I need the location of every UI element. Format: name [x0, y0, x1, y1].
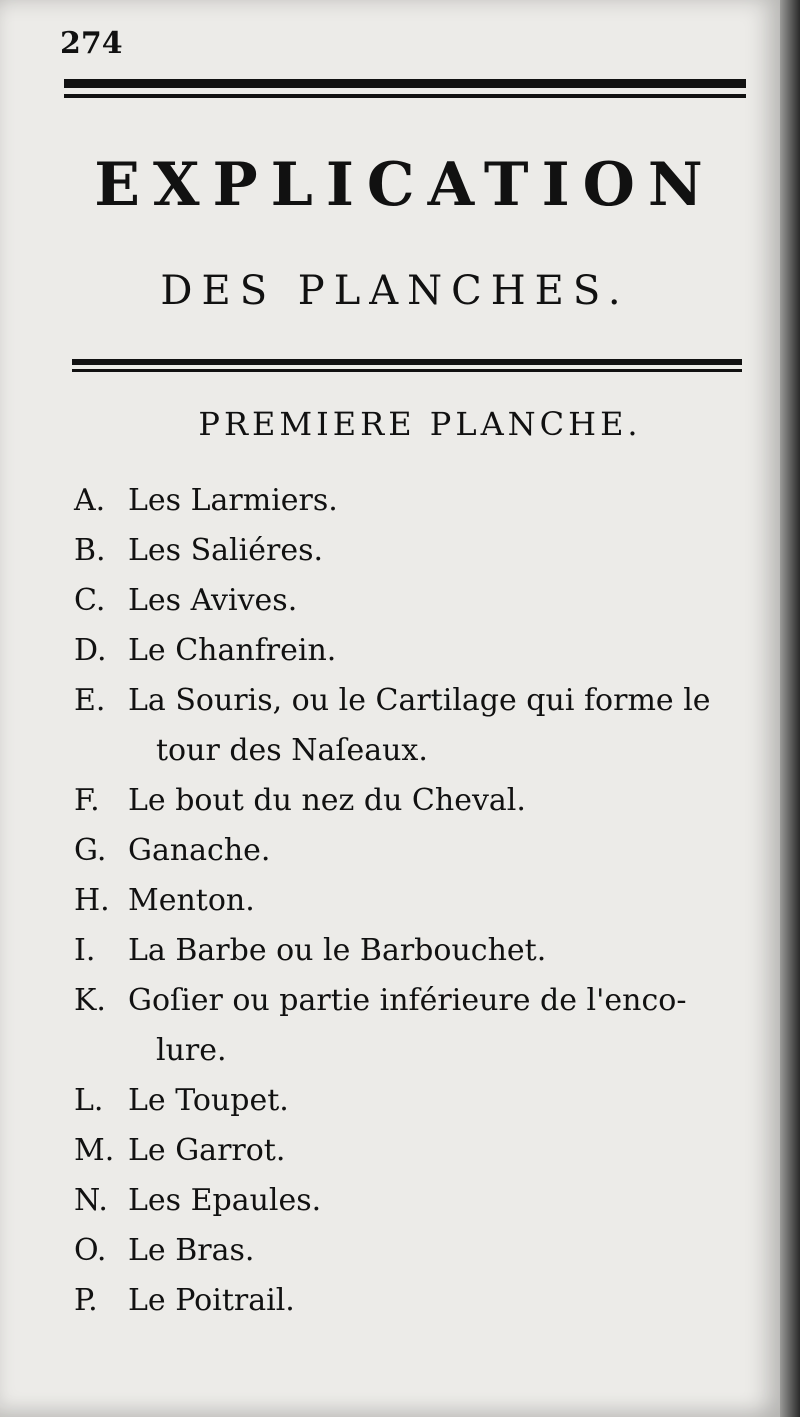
- entry-text: La Barbe ou le Barbouchet.: [128, 933, 547, 968]
- entry-text: Le Toupet.: [128, 1083, 289, 1118]
- entry-text: La Souris, ou le Cartilage qui forme le: [128, 683, 711, 718]
- legend-entry: [74, 1283, 295, 1318]
- entry-letter: C.: [74, 583, 106, 618]
- entry-text: tour des Naſeaux.: [156, 733, 428, 768]
- entry-text: Les Larmiers.: [128, 483, 338, 518]
- entry-letter: B.: [74, 533, 106, 568]
- legend-entry: [74, 1233, 254, 1268]
- entry-letter: D.: [74, 633, 107, 668]
- entry-letter: K.: [74, 983, 106, 1018]
- legend-entry: [74, 883, 255, 918]
- entry-letter: I.: [74, 933, 96, 968]
- entry-letter: E.: [74, 683, 106, 718]
- legend-entry: [74, 1083, 289, 1118]
- entry-text: Menton.: [128, 883, 255, 918]
- legend-entry: [74, 783, 526, 818]
- entry-text: Les Avives.: [128, 583, 298, 618]
- entry-text: lure.: [156, 1033, 227, 1068]
- entry-text: Les Saliéres.: [128, 533, 324, 568]
- page-title: EXPLICATION: [94, 150, 716, 220]
- legend-entry: [74, 1183, 321, 1218]
- entry-letter: A.: [74, 483, 106, 518]
- entry-letter: L.: [74, 1083, 104, 1118]
- entry-text: Le Poitrail.: [128, 1283, 295, 1318]
- section-heading: PREMIERE PLANCHE.: [198, 405, 642, 443]
- legend-entry: [74, 983, 686, 1018]
- legend-entry-continuation: [156, 733, 428, 768]
- entry-text: Les Epaules.: [128, 1183, 322, 1218]
- legend-entry: [74, 583, 297, 618]
- entry-letter: N.: [74, 1183, 108, 1218]
- legend-entry: [74, 933, 546, 968]
- entry-letter: P.: [74, 1283, 98, 1318]
- legend-entry: [74, 633, 336, 668]
- legend-entry-continuation: [156, 1033, 227, 1068]
- page-edge-shadow: [780, 0, 800, 1417]
- legend-entry: [74, 533, 323, 568]
- legend-entry: [74, 483, 338, 518]
- page-number: 274: [60, 26, 123, 61]
- entry-text: Le bout du nez du Cheval.: [128, 783, 526, 818]
- entry-letter: M.: [74, 1133, 115, 1168]
- entry-text: Le Bras.: [128, 1233, 255, 1268]
- entry-text: Goſier ou partie inférieure de l'enco-: [128, 983, 687, 1018]
- page-subtitle: DES PLANCHES.: [160, 268, 630, 314]
- entry-letter: H.: [74, 883, 110, 918]
- legend-entry: [74, 683, 711, 718]
- entry-text: Ganache.: [128, 833, 271, 868]
- entry-letter: G.: [74, 833, 107, 868]
- legend-entry: [74, 833, 270, 868]
- entry-text: Le Chanfrein.: [128, 633, 337, 668]
- entry-letter: F.: [74, 783, 100, 818]
- entry-letter: O.: [74, 1233, 107, 1268]
- legend-entry: [74, 1133, 285, 1168]
- entry-text: Le Garrot.: [128, 1133, 286, 1168]
